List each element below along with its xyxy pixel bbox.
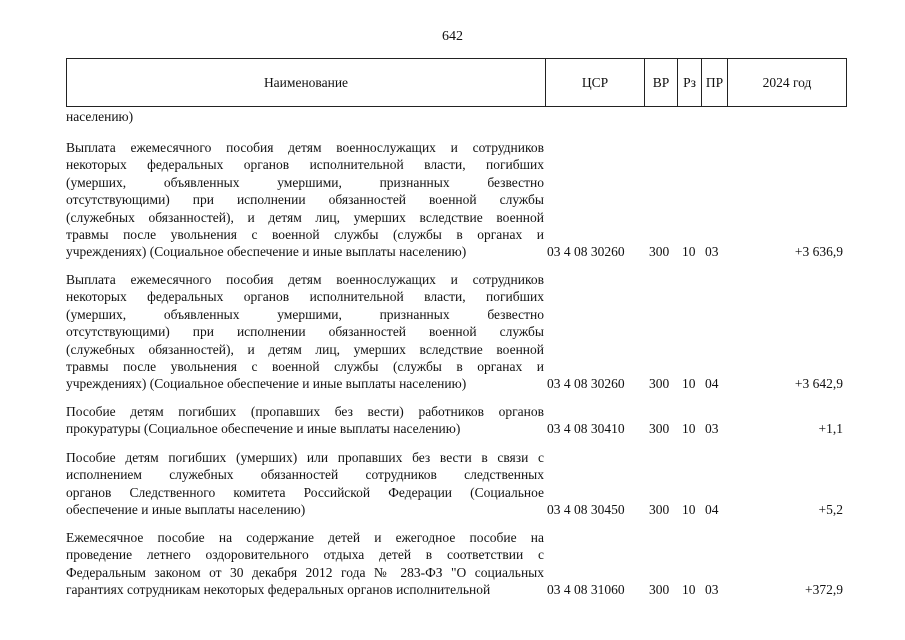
row-amount: +3 642,9: [794, 376, 843, 391]
row-vr: 300: [649, 376, 670, 391]
row-name-line: органов Следственного комитета Российской Федерации (Социальное: [66, 484, 544, 500]
table-header: [66, 58, 847, 107]
row-rz: 10: [682, 376, 696, 391]
row-csr: 03 4 08 30410: [547, 421, 625, 436]
column-header-vr: ВР: [645, 59, 678, 106]
row-amount: +3 636,9: [794, 244, 843, 259]
row-vr: 300: [649, 502, 670, 517]
row-name-line: (умерших, объявленных умершими, признанных безвестно: [66, 174, 544, 190]
column-header-pr: ПР: [702, 59, 728, 106]
row-vr: 300: [649, 582, 670, 597]
row-name: [66, 271, 544, 393]
row-name: [66, 529, 544, 599]
column-header-name: Наименование: [67, 59, 546, 106]
column-header-csr: ЦСР: [546, 59, 645, 106]
row-amount: +372,9: [805, 582, 843, 597]
row-name-line: Выплата ежемесячного пособия детям военнослужащих и сотрудников: [66, 140, 544, 155]
row-pr: 04: [705, 376, 719, 391]
row-name-line: Выплата ежемесячного пособия детям военнослужащих и сотрудников: [66, 272, 544, 287]
row-name-line: (умерших, объявленных умершими, признанных безвестно: [66, 306, 544, 322]
row-name-line: учреждениях) (Социальное обеспечение и иные выплаты населению): [66, 244, 467, 260]
row-name-line: гарантиях сотрудникам некоторых федеральных органов исполнительной: [66, 582, 491, 598]
column-header-year: 2024 год: [762, 75, 812, 90]
row-name-line: (служебных обязанностей), и детям лиц, умерших вследствие военной: [66, 341, 544, 357]
row-name-line: прокуратуры (Социальное обеспечение и иные выплаты населению): [66, 421, 461, 437]
row-csr: 03 4 08 30450: [547, 502, 625, 517]
row-rz: 10: [682, 244, 696, 259]
row-name-line: травмы после увольнения с военной службы (службы в органах и: [66, 227, 544, 243]
row-name-line: отсутствующими) при исполнении обязанностей военной службы: [66, 192, 544, 208]
row-vr: 300: [649, 421, 670, 436]
row-pr: 04: [705, 502, 719, 517]
row-amount: +5,2: [818, 502, 843, 517]
row-pr: 03: [705, 421, 719, 436]
row-rz: 10: [682, 582, 696, 597]
row-name-line: Федеральным законом от 30 декабря 2012 года № 283-ФЗ "О социальных: [66, 564, 544, 580]
row-name-line: Пособие детям погибших (пропавших без вести) работников органов: [66, 404, 544, 419]
row-name-line: обеспечение и иные выплаты населению): [66, 502, 306, 518]
row-amount: +1,1: [818, 421, 843, 436]
row-name-line: (служебных обязанностей), и детям лиц, умерших вследствие военной: [66, 209, 544, 225]
row-name-line: Пособие детям погибших (умерших) или пропавших без вести в связи с: [66, 450, 544, 465]
row-pr: 03: [705, 582, 719, 597]
row-rz: 10: [682, 502, 696, 517]
row-csr: 03 4 08 30260: [547, 376, 625, 391]
row-name-line: травмы после увольнения с военной службы (службы в органах и: [66, 359, 544, 375]
row-name-line: Ежемесячное пособие на содержание детей и ежегодное пособие на: [66, 530, 544, 545]
row-name-line: проведение летнего оздоровительного отдыха детей в соответствии с: [66, 547, 544, 563]
page-number: 642: [442, 29, 463, 44]
row-name-line: некоторых федеральных органов исполнительной власти, погибших: [66, 289, 544, 305]
continuation-text: населению): [66, 109, 134, 124]
row-rz: 10: [682, 421, 696, 436]
row-name-line: исполнением служебных обязанностей сотрудников следственных: [66, 467, 544, 483]
row-pr: 03: [705, 244, 719, 259]
row-csr: 03 4 08 31060: [547, 582, 625, 597]
row-name-line: некоторых федеральных органов исполнительной власти, погибших: [66, 157, 544, 173]
row-vr: 300: [649, 244, 670, 259]
row-name-line: учреждениях) (Социальное обеспечение и иные выплаты населению): [66, 376, 467, 392]
row-name-line: отсутствующими) при исполнении обязанностей военной службы: [66, 324, 544, 340]
row-name: [66, 403, 544, 438]
row-name: [66, 449, 544, 519]
row-name: [66, 139, 544, 261]
row-csr: 03 4 08 30260: [547, 244, 625, 259]
column-header-rz: Рз: [678, 59, 702, 106]
